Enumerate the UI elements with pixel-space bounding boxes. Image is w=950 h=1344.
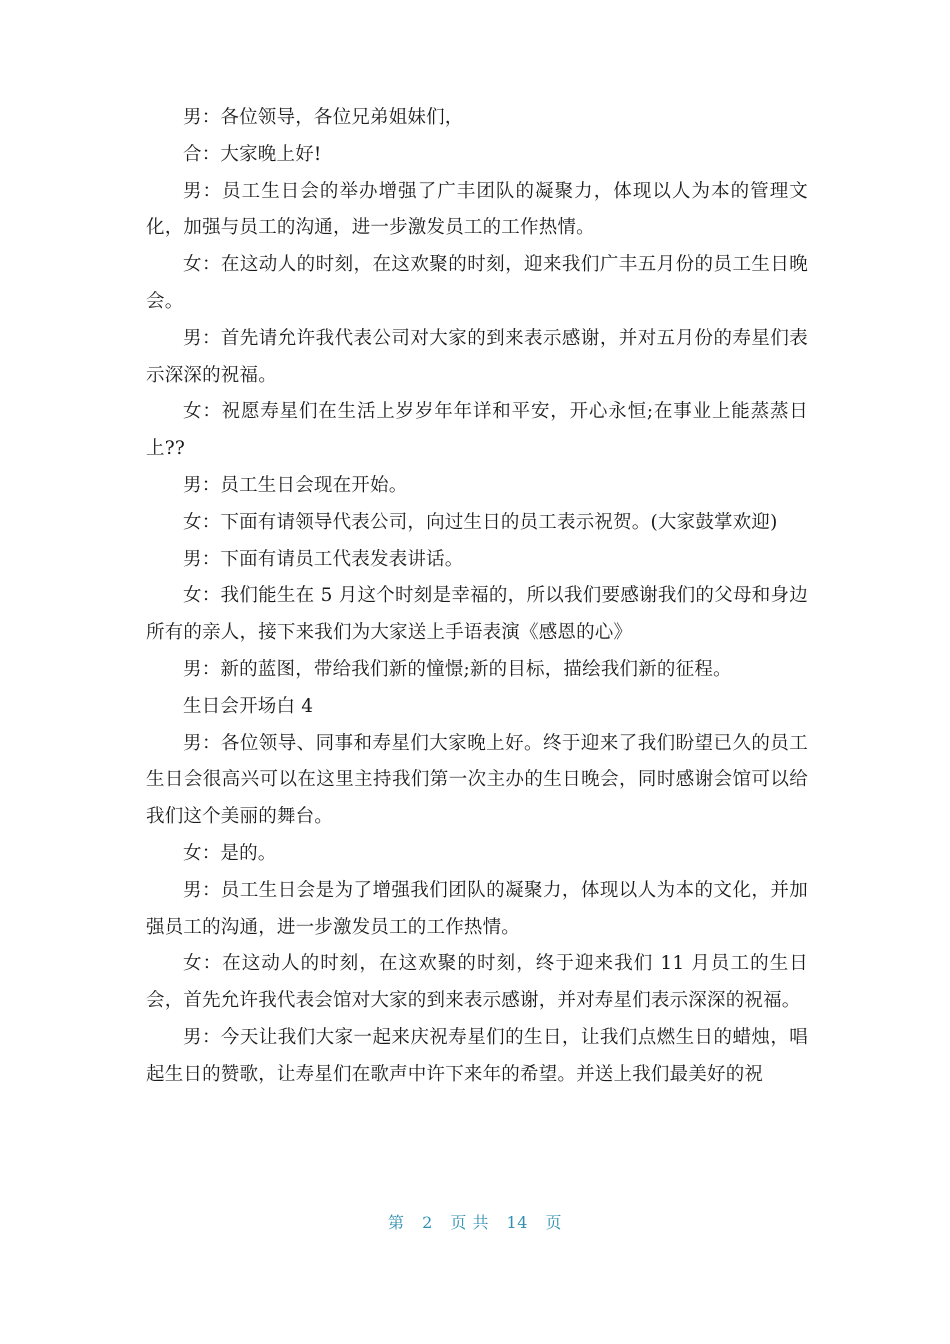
paragraph: 男：今天让我们大家一起来庆祝寿星们的生日，让我们点燃生日的蜡烛，唱起生日的赞歌，让寿星们在歌声中许下来年的希望。并送上我们最美好的祝 [146,1026,808,1085]
footer-total-pages: 14 [506,1213,528,1232]
section-heading: 生日会开场白 4 [183,695,314,717]
footer-suffix: 页 [545,1213,563,1232]
paragraph: 女：下面有请领导代表公司，向过生日的员工表示祝贺。(大家鼓掌欢迎) [183,511,778,533]
document-body [146,100,808,1094]
paragraph: 合：大家晚上好! [183,143,322,165]
paragraph: 女：祝愿寿星们在生活上岁岁年年详和平安，开心永恒;在事业上能蒸蒸日上?? [146,401,808,460]
paragraph: 男：员工生日会的举办增强了广丰团队的凝聚力，体现以人为本的管理文化，加强与员工的沟通，进一步激发员工的工作热情。 [146,180,808,239]
paragraph: 男：各位领导、同事和寿星们大家晚上好。终于迎来了我们盼望已久的员工生日会很高兴可以在这里主持我们第一次主办的生日晚会，同时感谢会馆可以给我们这个美丽的舞台。 [146,732,808,828]
paragraph: 男：员工生日会现在开始。 [183,474,408,496]
paragraph: 男：首先请允许我代表公司对大家的到来表示感谢，并对五月份的寿星们表示深深的祝福。 [146,327,808,386]
paragraph: 女：在这动人的时刻，在这欢聚的时刻，终于迎来我们 11 月员工的生日会，首先允许我代表会馆对大家的到来表示感谢，并对寿星们表示深深的祝福。 [146,953,808,1012]
paragraph: 男：员工生日会是为了增强我们团队的凝聚力，体现以人为本的文化，并加强员工的沟通，进一步激发员工的工作热情。 [146,879,808,938]
paragraph: 女：在这动人的时刻，在这欢聚的时刻，迎来我们广丰五月份的员工生日晚会。 [146,254,808,312]
paragraph: 女：我们能生在 5 月这个时刻是幸福的，所以我们要感谢我们的父母和身边所有的亲人，接下来我们为大家送上手语表演《感恩的心》 [146,585,808,644]
footer-middle: 页 共 [450,1213,489,1232]
footer-current-page: 2 [422,1213,433,1232]
paragraph: 男：新的蓝图，带给我们新的憧憬;新的目标，描绘我们新的征程。 [183,658,732,680]
paragraph: 男：下面有请员工代表发表讲话。 [183,548,464,570]
page-footer [0,1210,950,1233]
footer-prefix: 第 [387,1213,405,1232]
paragraph: 女：是的。 [183,842,277,864]
paragraph: 男：各位领导，各位兄弟姐妹们， [183,107,464,128]
